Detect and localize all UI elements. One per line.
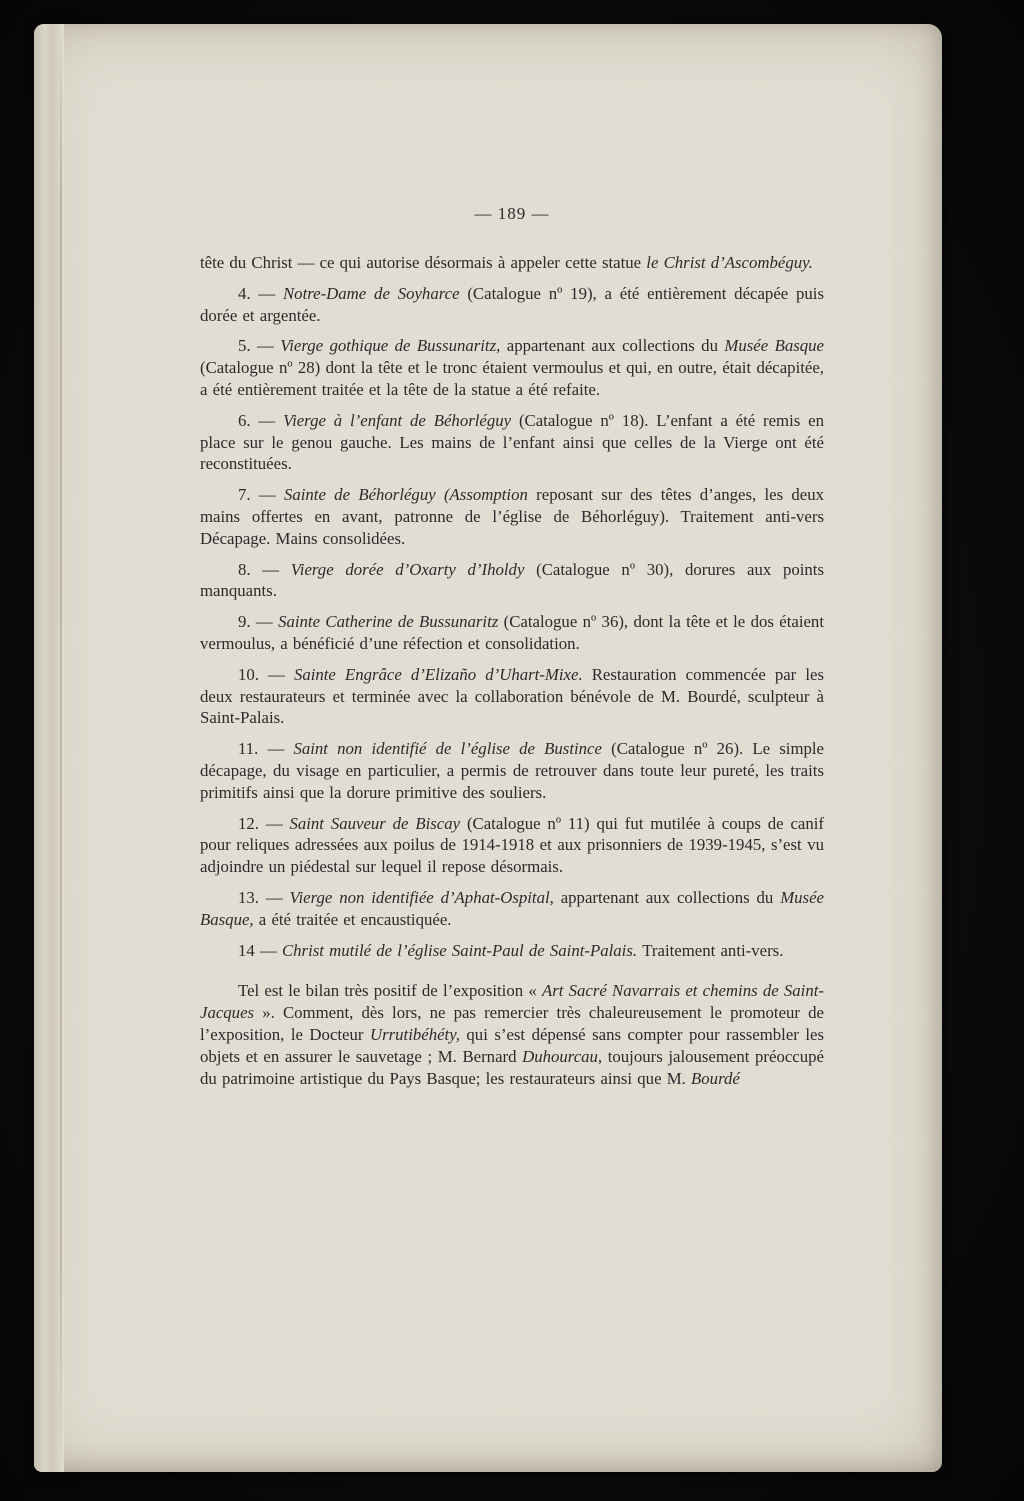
- text-run: Vierge à l’enfant de Béhorléguy: [283, 410, 519, 430]
- paragraph: [200, 283, 824, 327]
- text-run: Bourdé: [691, 1068, 740, 1088]
- text-run: ». Comment, dès lors, ne pas remercier très chaleureusement le promoteur de l’exposition, le Docteur: [200, 1003, 825, 1044]
- text-run: (Catalogue nº 11) qui fut mutilée à coups de canif pour reliques adressées aux poilus de 1914-1918 et aux prisonniers de 1939-1945, s’est vu adjoindre un piédestal sur lequel il repose désormais.: [200, 813, 824, 877]
- text-run: Musée Basque: [724, 336, 825, 356]
- text-run: (Catalogue nº 30), dorures aux points manquants.: [200, 559, 825, 601]
- paragraph: [200, 559, 824, 603]
- text-run: appartenant aux collections du: [560, 887, 781, 907]
- paragraph: [200, 335, 824, 400]
- text-run: a été traitée et encaustiquée.: [258, 909, 452, 929]
- text-run: Saint Sauveur de Biscay: [289, 813, 467, 833]
- text-run: (Catalogue nº 36), dont la tête et le dos étaient vermoulus, a bénéficié d’une réfection et consolidation.: [200, 612, 824, 653]
- text-run: 14 —: [238, 940, 282, 960]
- paragraph: [200, 484, 824, 549]
- text-run: 5. —: [238, 336, 281, 356]
- page-spine-crease: [60, 24, 62, 1472]
- text-run: Sainte Catherine de Bussunaritz: [278, 612, 504, 632]
- text-run: Notre-Dame de Soyharce: [282, 283, 468, 303]
- text-run: qui s’est dépensé sans compter pour rassembler les objets et en assurer le sauvetage ; M. Bernard: [200, 1024, 824, 1066]
- paragraph: [200, 980, 824, 1089]
- text-run: Sainte Engrâce d’Elizaño d’Uhart-Mixe.: [293, 664, 592, 684]
- text-run: Art Sacré Navarrais et chemins de Saint-Jacques: [200, 981, 824, 1023]
- paragraph: [200, 252, 824, 274]
- text-run: Saint non identifié de l’église de Bustince: [293, 739, 612, 759]
- text-run: appartenant aux collections du: [506, 336, 725, 356]
- paragraph: [200, 813, 824, 878]
- paragraph: [200, 940, 824, 962]
- text-run: (Catalogue nº 18). L’enfant a été remis en place sur le genou gauche. Les mains de l’enfant ainsi que celles de la Vierge ont été reconstituées.: [200, 410, 824, 474]
- page-number: — 189 —: [474, 204, 550, 223]
- paragraph: [200, 664, 824, 729]
- text-run: 10. —: [238, 664, 294, 684]
- text-run: 12. —: [238, 813, 290, 833]
- text-run: Vierge gothique de Bussunaritz,: [280, 336, 507, 356]
- text-run: Musée Basque,: [200, 887, 824, 929]
- text-run: Tel est le bilan très positif de l’exposition «: [238, 981, 542, 1001]
- text-run: 13. —: [238, 887, 290, 907]
- text-run: reposant sur des têtes d’anges, les deux mains offertes en avant, patronne de l’église de Béhorléguy). Traitement anti-vers Décapage. Mains consolidées.: [200, 485, 825, 548]
- text-run: 6. —: [238, 410, 284, 430]
- text-run: Traitement anti-vers.: [642, 940, 784, 960]
- text-run: 9. —: [238, 612, 279, 632]
- paragraph: [200, 611, 824, 655]
- paragraph: [200, 410, 824, 475]
- text-run: tête du Christ — ce qui autorise désormais à appeler cette statue: [200, 253, 647, 272]
- text-run: (Catalogue nº 26). Le simple décapage, du visage en particulier, a permis de retrouver dans toute leur pureté, les traits primitifs ainsi que la dorure primitive des souliers.: [200, 739, 824, 802]
- text-run: le Christ d’Ascombéguy.: [646, 253, 813, 272]
- text-run: Christ mutilé de l’église Saint-Paul de Saint-Palais.: [281, 940, 643, 960]
- text-run: Duhourcau,: [522, 1046, 608, 1066]
- text-run: toujours jalousement préoccupé du patrimoine artistique du Pays Basque; les restaurateurs ainsi que M.: [200, 1046, 824, 1088]
- text-run: Sainte de Béhorléguy (Assomption: [283, 485, 537, 505]
- text-block: [200, 24, 824, 1472]
- text-run: 11. —: [238, 739, 294, 759]
- text-run: 4. —: [238, 283, 283, 303]
- paragraph: [200, 738, 824, 803]
- text-run: (Catalogue nº 19), a été entièrement décapée puis dorée et argentée.: [200, 283, 824, 325]
- text-run: Urrutibéhéty,: [369, 1024, 467, 1044]
- text-run: 8. —: [238, 559, 291, 579]
- paragraph: [200, 887, 824, 931]
- text-run: 7. —: [238, 485, 284, 505]
- text-run: Vierge dorée d’Oxarty d’Iholdy: [290, 559, 537, 579]
- text-run: (Catalogue nº 28) dont la tête et le tronc étaient vermoulus et qui, en outre, était décapitée, a été entièrement traitée et la tête de la statue a été refaite.: [200, 358, 824, 399]
- text-run: Restauration commencée par les deux restaurateurs et terminée avec la collaboration bénévole de M. Bourdé, sculpteur à Saint-Palais.: [200, 664, 825, 728]
- text-run: Vierge non identifiée d’Aphat-Ospital,: [289, 887, 561, 907]
- book-page: [34, 24, 942, 1472]
- paragraph-container: [200, 252, 824, 1089]
